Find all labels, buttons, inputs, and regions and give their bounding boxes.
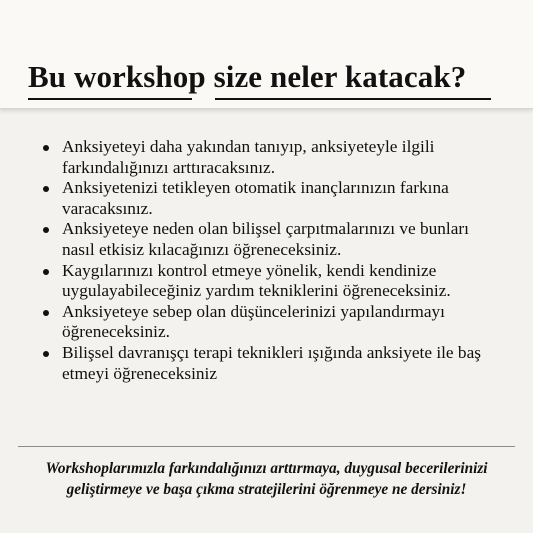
benefit-text: Anksiyeteyi daha yakından tanıyıp, anksiyeteyle ilgili farkındalığınızı arttıracaksınız. [62,137,435,177]
bullet-dot-icon [43,186,49,192]
divider [18,446,515,447]
title-part-2: size neler katacak? [213,59,467,94]
bullet-dot-icon [43,269,49,275]
benefits-list [40,137,505,384]
benefit-item [40,219,505,260]
benefit-item [40,261,505,302]
closing-text: Workshoplarımızla farkındalığınızı arttırmaya, duygusal becerilerinizi geliştirmeye ve başa çıkma stratejilerini öğrenmeye ne dersiniz! [45,460,488,498]
bullet-dot-icon [43,351,49,357]
header-band [0,0,533,109]
bullet-dot-icon [43,145,49,151]
benefit-item [40,137,505,178]
page-title [28,58,466,96]
benefit-item [40,302,505,343]
benefit-item [40,343,505,384]
benefit-text: Anksiyeteye sebep olan düşüncelerinizi yapılandırmayı öğreneceksiniz. [62,301,445,342]
benefit-text: Bilişsel davranışçı terapi teknikleri ışığında anksiyete ile baş etmeyi öğreneceksiniz [62,342,481,383]
benefit-text: Anksiyetenizi tetikleyen otomatik inançlarınızın farkına varacaksınız. [62,178,449,218]
benefit-item [40,178,505,219]
benefit-text: Anksiyeteye neden olan bilişsel çarpıtmalarınızı ve bunları nasıl etkisiz kılacağınızı öğreneceksiniz. [62,219,469,259]
benefit-text: Kaygılarınızı kontrol etmeye yönelik, kendi kendinize uygulayabileceğiniz yardım tekniklerini öğreneceksiniz. [62,260,451,301]
title-underline-2 [215,98,491,100]
title-part-1: Bu workshop [28,59,206,94]
bullet-dot-icon [43,310,49,316]
title-underline-1 [28,98,192,100]
bullet-dot-icon [43,227,49,233]
